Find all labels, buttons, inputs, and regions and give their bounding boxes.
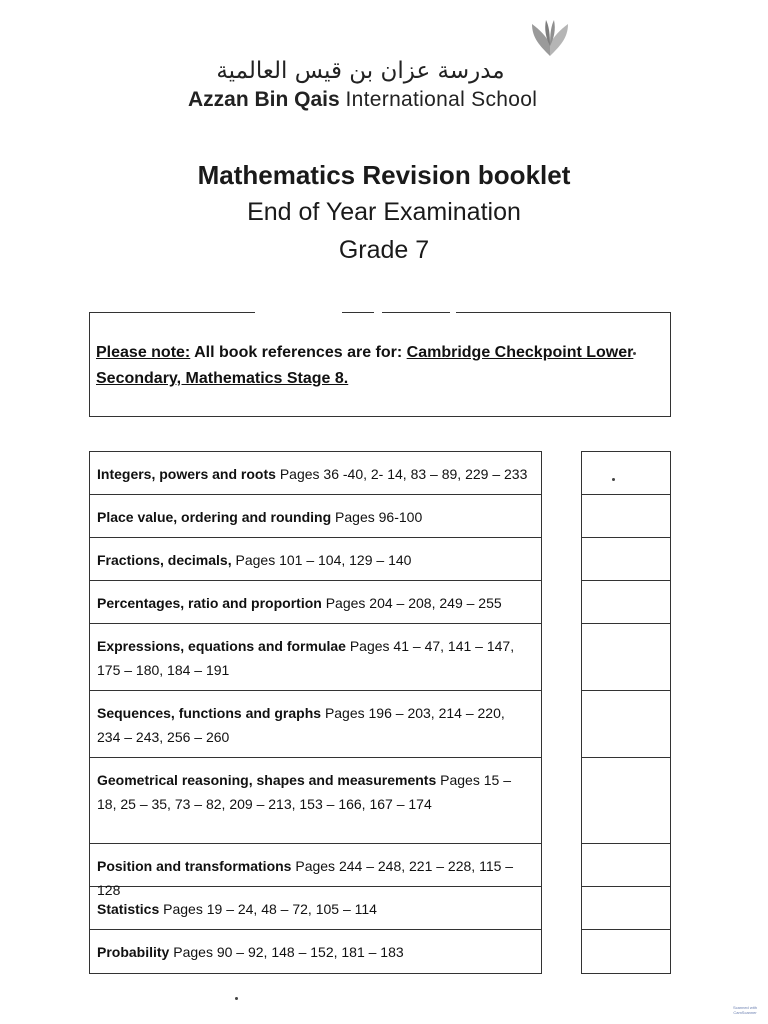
- topic-row: [90, 887, 541, 930]
- topic-row: [90, 691, 541, 758]
- school-logo-icon: [528, 16, 572, 60]
- checkbox-column: [581, 451, 671, 974]
- topic-name: Integers, powers and roots: [97, 466, 276, 482]
- scanner-badge-line-1: Scanned with: [732, 1005, 757, 1010]
- topic-row: [90, 758, 541, 844]
- arabic-school-name: مدرسة عزان بن قيس العالمية: [216, 58, 505, 84]
- topic-pages: Pages 15 – 18, 25 – 35, 73 – 82, 209 – 213, 153 – 166, 167 – 174: [97, 772, 511, 812]
- topics-table: [89, 451, 542, 974]
- title-line-1: Mathematics Revision booklet: [197, 160, 571, 190]
- topic-name: Place value, ordering and rounding: [97, 509, 332, 525]
- topic-checkbox[interactable]: [582, 538, 670, 581]
- scan-speck: [235, 997, 238, 1000]
- topic-row: [90, 452, 541, 495]
- topic-name: Percentages, ratio and proportion: [97, 595, 322, 611]
- topic-row: [90, 581, 541, 624]
- school-name-rest: International School: [345, 88, 538, 111]
- topic-checkbox[interactable]: [582, 887, 670, 930]
- topic-row: [90, 844, 541, 898]
- school-name-bold: Azzan Bin Qais: [188, 88, 340, 111]
- topic-name: Expressions, equations and formulae: [97, 638, 346, 654]
- topic-checkbox[interactable]: [582, 844, 670, 887]
- topic-pages: Pages 36 -40, 2- 14, 83 – 89, 229 – 233: [279, 466, 528, 482]
- note-label: Please note:: [96, 344, 191, 361]
- note-text: [96, 340, 636, 392]
- topic-checkbox[interactable]: [582, 581, 670, 624]
- topic-name: Position and transformations: [97, 858, 292, 874]
- scan-speck: [612, 478, 615, 481]
- topic-checkbox[interactable]: [582, 452, 670, 495]
- topic-checkbox[interactable]: [582, 624, 670, 691]
- topic-pages: Pages 196 – 203, 214 – 220, 234 – 243, 256 – 260: [97, 705, 505, 745]
- document-title: [0, 158, 768, 268]
- school-name: [188, 88, 548, 112]
- topic-pages: Pages 19 – 24, 48 – 72, 105 – 114: [163, 901, 377, 917]
- topic-pages: Pages 244 – 248, 221 – 228, 115 – 128: [97, 858, 514, 898]
- topic-name: Sequences, functions and graphs: [97, 705, 322, 721]
- scanner-badge-line-2: CamScanner: [733, 1010, 757, 1015]
- title-line-3: Grade 7: [338, 236, 430, 264]
- topic-row: [90, 930, 541, 973]
- topic-row: [90, 538, 541, 581]
- title-line-2: End of Year Examination: [247, 198, 521, 226]
- topic-row: [90, 495, 541, 538]
- topic-checkbox[interactable]: [582, 495, 670, 538]
- topic-pages: Pages 90 – 92, 148 – 152, 181 – 183: [173, 944, 404, 960]
- topic-pages: Pages 96-100: [335, 509, 423, 525]
- topic-name: Probability: [97, 944, 170, 960]
- topic-name: Statistics: [97, 901, 160, 917]
- topic-pages: Pages 101 – 104, 129 – 140: [235, 552, 412, 568]
- topic-pages: Pages 204 – 208, 249 – 255: [325, 595, 502, 611]
- topic-name: Fractions, decimals,: [97, 552, 232, 568]
- topic-checkbox[interactable]: [582, 930, 670, 973]
- note-body: All book references are for:: [194, 344, 403, 361]
- scanner-badge: [728, 1005, 762, 1017]
- topic-row: [90, 624, 541, 691]
- topic-pages: Pages 41 – 47, 141 – 147, 175 – 180, 184 – 191: [97, 638, 515, 678]
- scan-speck: [633, 352, 636, 355]
- topic-name: Geometrical reasoning, shapes and measurements: [97, 772, 437, 788]
- topic-checkbox[interactable]: [582, 758, 670, 844]
- note-reference: Cambridge Checkpoint Lower Secondary, Mathematics Stage 8.: [96, 344, 634, 387]
- topic-checkbox[interactable]: [582, 691, 670, 758]
